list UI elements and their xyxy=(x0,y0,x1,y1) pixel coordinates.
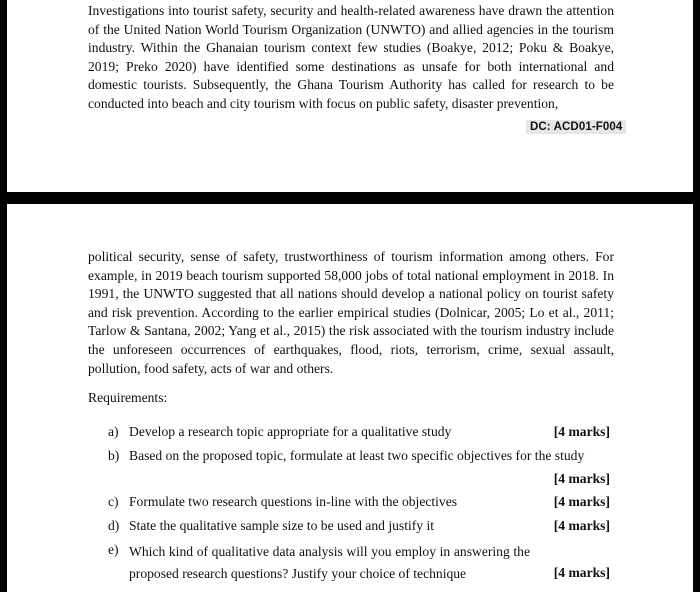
requirement-text: Formulate two research questions in-line with the objectives xyxy=(129,494,458,509)
requirement-label: d) xyxy=(108,518,120,533)
top-paragraph: Investigations into tourist safety, security and health-related awareness have drawn the attention of the United Nation World Tourism Organization (UNWTO) and allied agencies in the tourism industry. Within the Ghanaian tourism context few studies (Boakye, 2012; Poku & Boakye, 2019; Preko 2020) have identified some destinations as unsafe for both international and domestic tourists. Subsequently, the Ghana Tourism Authority has called for research to be conducted into beach and city tourism with focus on public safety, disaster prevention, xyxy=(88,3,614,111)
requirement-item xyxy=(108,541,610,585)
requirement-item xyxy=(108,517,610,536)
requirement-marks: [4 marks] xyxy=(553,494,610,509)
requirement-text: Develop a research topic appropriate for a qualitative study xyxy=(129,424,452,439)
requirement-label: a) xyxy=(108,424,119,439)
requirement-marks: [4 marks] xyxy=(553,471,610,486)
document-code-label: DC: ACD01-F004 xyxy=(526,120,626,134)
requirement-text: State the qualitative sample size to be used and justify it xyxy=(129,518,435,533)
requirement-label: e) xyxy=(108,542,119,557)
requirement-item xyxy=(108,493,610,512)
requirements-heading: Requirements: xyxy=(88,390,168,405)
requirement-item xyxy=(108,423,610,442)
requirement-text: Based on the proposed topic, formulate at least two specific objectives for the study xyxy=(129,448,585,463)
document-page-bottom xyxy=(7,204,693,592)
document-page-top xyxy=(7,0,693,192)
requirement-label: b) xyxy=(108,448,120,463)
requirement-marks: [4 marks] xyxy=(553,518,610,533)
requirement-marks: [4 marks] xyxy=(553,565,610,580)
bottom-paragraph: political security, sense of safety, trustworthiness of tourism information among others. For example, in 2019 beach tourism supported 58,000 jobs of total national employment in 2018. In 1991, the UNWTO suggested that all nations should develop a national policy on tourist safety and risk prevention. According to the earlier empirical studies (Dolnicar, 2005; Lo et al., 2011; Tarlow & Santana, 2002; Yang et al., 2015) the risk associated with the tourism industry include the unforeseen occurrences of earthquakes, flood, riots, terrorism, crime, sexual assault, pollution, food safety, acts of war and others. xyxy=(88,249,614,376)
requirement-item xyxy=(108,447,610,486)
requirement-text: Which kind of qualitative data analysis will you employ in answering the proposed research questions? Justify your choice of technique xyxy=(129,544,530,581)
requirement-marks: [4 marks] xyxy=(553,424,610,439)
requirement-label: c) xyxy=(108,494,119,509)
